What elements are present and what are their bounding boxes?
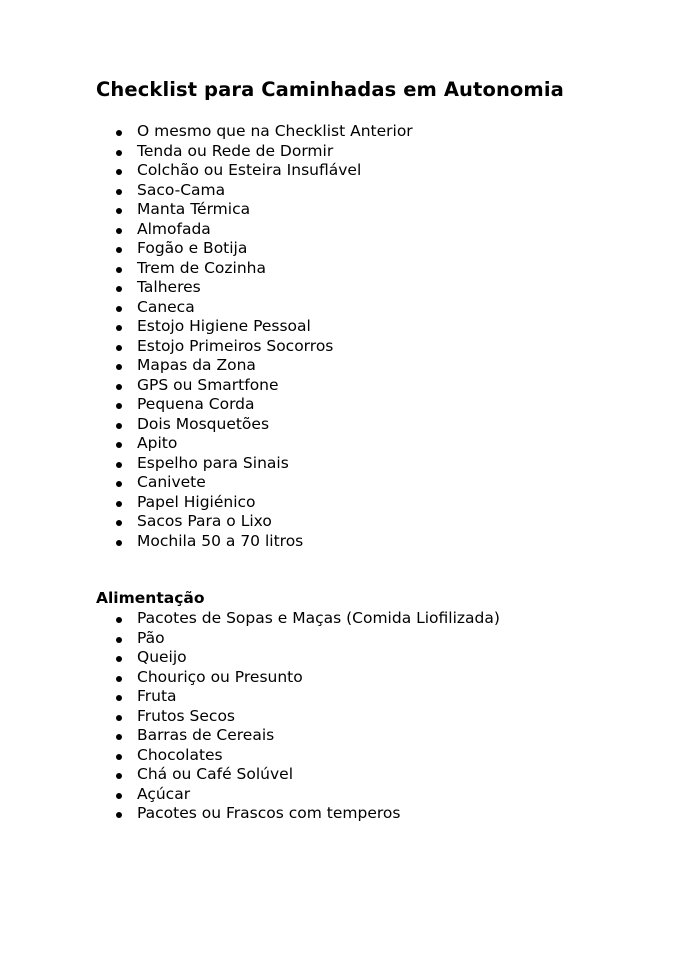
list-item: Papel Higiénico	[96, 493, 413, 513]
list-item: Fruta	[96, 687, 500, 707]
bullet-icon	[116, 617, 122, 623]
bullet-icon	[116, 267, 122, 273]
bullet-icon	[116, 228, 122, 234]
bullet-icon	[116, 286, 122, 292]
bullet-icon	[116, 345, 122, 351]
bullet-icon	[116, 520, 122, 526]
list-item: Trem de Cozinha	[96, 259, 413, 279]
list-item: Saco-Cama	[96, 181, 413, 201]
bullet-icon	[116, 462, 122, 468]
section-heading-food: Alimentação	[96, 589, 205, 607]
bullet-icon	[116, 695, 122, 701]
list-item: Manta Térmica	[96, 200, 413, 220]
bullet-icon	[116, 130, 122, 136]
bullet-icon	[116, 442, 122, 448]
list-item: GPS ou Smartfone	[96, 376, 413, 396]
bullet-icon	[116, 247, 122, 253]
list-item: Fogão e Botija	[96, 239, 413, 259]
list-item: Estojo Higiene Pessoal	[96, 317, 413, 337]
bullet-icon	[116, 773, 122, 779]
bullet-icon	[116, 364, 122, 370]
bullet-icon	[116, 734, 122, 740]
bullet-icon	[116, 637, 122, 643]
list-item: Colchão ou Esteira Insuflável	[96, 161, 413, 181]
list-item: Chocolates	[96, 746, 500, 766]
list-item: Almofada	[96, 220, 413, 240]
bullet-icon	[116, 656, 122, 662]
list-item: Mochila 50 a 70 litros	[96, 532, 413, 552]
bullet-icon	[116, 481, 122, 487]
bullet-icon	[116, 754, 122, 760]
list-item: Pequena Corda	[96, 395, 413, 415]
bullet-icon	[116, 540, 122, 546]
list-item: Sacos Para o Lixo	[96, 512, 413, 532]
list-item: Pacotes de Sopas e Maças (Comida Liofilizada)	[96, 609, 500, 629]
list-item: Chá ou Café Solúvel	[96, 765, 500, 785]
list-item: Dois Mosquetões	[96, 415, 413, 435]
list-item: Frutos Secos	[96, 707, 500, 727]
list-item: Tenda ou Rede de Dormir	[96, 142, 413, 162]
list-item: Estojo Primeiros Socorros	[96, 337, 413, 357]
list-item: Talheres	[96, 278, 413, 298]
bullet-icon	[116, 325, 122, 331]
page-title: Checklist para Caminhadas em Autonomia	[96, 78, 564, 101]
bullet-icon	[116, 150, 122, 156]
bullet-icon	[116, 384, 122, 390]
bullet-icon	[116, 306, 122, 312]
bullet-icon	[116, 189, 122, 195]
list-item: Queijo	[96, 648, 500, 668]
food-list	[96, 609, 500, 824]
list-item: Caneca	[96, 298, 413, 318]
bullet-icon	[116, 208, 122, 214]
bullet-icon	[116, 715, 122, 721]
bullet-icon	[116, 793, 122, 799]
list-item: O mesmo que na Checklist Anterior	[96, 122, 413, 142]
bullet-icon	[116, 812, 122, 818]
bullet-icon	[116, 403, 122, 409]
list-item: Espelho para Sinais	[96, 454, 413, 474]
bullet-icon	[116, 423, 122, 429]
list-item: Pão	[96, 629, 500, 649]
list-item: Canivete	[96, 473, 413, 493]
bullet-icon	[116, 676, 122, 682]
list-item: Barras de Cereais	[96, 726, 500, 746]
list-item: Apito	[96, 434, 413, 454]
list-item: Pacotes ou Frascos com temperos	[96, 804, 500, 824]
list-item: Mapas da Zona	[96, 356, 413, 376]
bullet-icon	[116, 501, 122, 507]
list-item: Açúcar	[96, 785, 500, 805]
list-item: Chouriço ou Presunto	[96, 668, 500, 688]
bullet-icon	[116, 169, 122, 175]
equipment-list	[96, 122, 413, 551]
